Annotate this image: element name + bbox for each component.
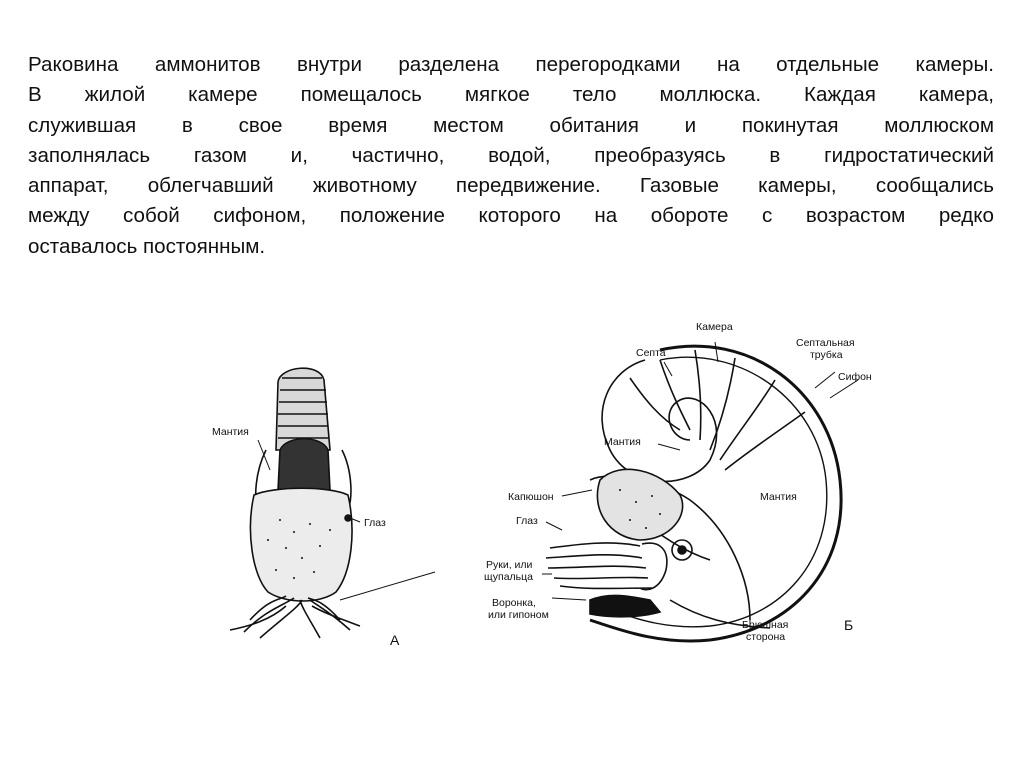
label-chamber: Камера (696, 321, 733, 333)
figure-b-letter: Б (844, 617, 854, 633)
label-septal-tube-2: трубка (810, 349, 843, 361)
paragraph-line: оставалось постоянным. (28, 234, 266, 258)
paragraph-line: заполнялась газом и, частично, водой, преобразуясь в гидростатический (28, 143, 994, 167)
anatomy-illustration (190, 300, 890, 670)
figure-b-drawing (542, 342, 858, 641)
paragraph-line: В жилой камере помещалось мягкое тело моллюска. Каждая камера, (28, 83, 994, 107)
description-paragraph (28, 50, 994, 262)
paragraph-line: служившая в свое время местом обитания и покинутая моллюском (28, 113, 994, 137)
anatomy-figure (190, 300, 890, 670)
label-mantle-b-outer: Мантия (760, 491, 797, 503)
label-eye-a: Глаз (364, 517, 386, 529)
label-arms-1: Руки, или (486, 559, 533, 571)
label-ventral-2: сторона (746, 631, 786, 643)
label-siphon: Сифон (838, 371, 872, 383)
label-septal-tube-1: Септальная (796, 337, 855, 349)
figure-a-letter: А (390, 632, 400, 648)
paragraph-line: между собой сифоном, положение которого на обороте с возрастом редко (28, 204, 994, 228)
figure-a-drawing (230, 368, 435, 638)
label-funnel-1: Воронка, (492, 597, 536, 609)
label-mantle-a: Мантия (212, 426, 249, 438)
label-funnel-2: или гипоном (488, 609, 549, 621)
label-mantle-b-inner: Мантия (604, 436, 641, 448)
label-arms-2: щупальца (484, 571, 533, 583)
label-eye-b: Глаз (516, 515, 538, 527)
label-septum: Септа (636, 347, 666, 359)
label-hood: Капюшон (508, 491, 554, 503)
paragraph-line: Раковина аммонитов внутри разделена перегородками на отдельные камеры. (28, 53, 994, 76)
paragraph-line: аппарат, облегчавший животному передвижение. Газовые камеры, сообщались (28, 174, 994, 198)
label-ventral-1: Брюшная (742, 619, 789, 631)
